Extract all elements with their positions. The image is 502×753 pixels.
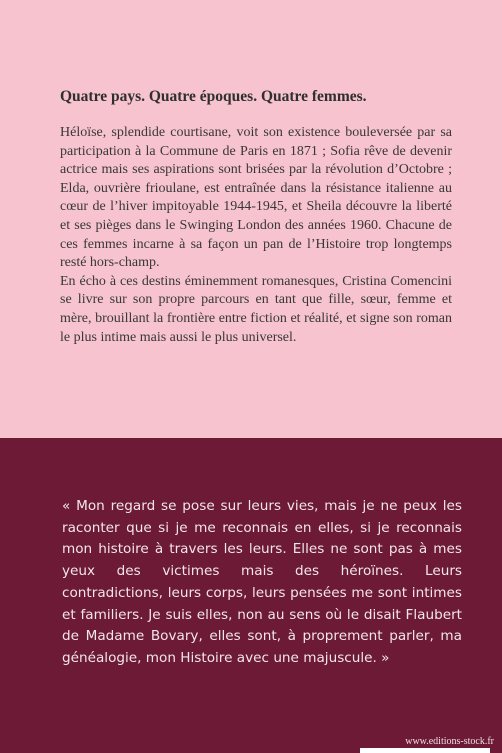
barcode-sticker-edge bbox=[360, 748, 490, 753]
publisher-website: www.editions-stock.fr bbox=[405, 736, 494, 747]
synopsis-paragraph-2: En écho à ces destins éminemment romanesques, Cristina Comencini se livre sur son propre parcours en tant que fille, sœur, femme et mère, brouillant la frontière entre fiction et réalité, et signe son roman le plus intime mais aussi le plus universel. bbox=[60, 273, 452, 345]
author-quote: « Mon regard se pose sur leurs vies, mais je ne peux les raconter que si je me reconnais en elles, si je reconnais mon histoire à travers les leurs. Elles ne sont pas à mes yeux des victimes mais des héroïnes. Leurs contradictions, leurs corps, leurs pensées me sont intimes et familiers. Je suis elles, non au sens où le disait Flaubert de Madame Bovary, elles sont, à proprement parler, ma généalogie, mon Histoire avec une majuscule. » bbox=[62, 498, 462, 666]
headline: Quatre pays. Quatre époques. Quatre femmes. bbox=[60, 88, 367, 105]
synopsis-paragraph-1: Héloïse, splendide courtisane, voit son existence bouleversée par sa participation à la Commune de Paris en 1871 ; Sofia rêve de devenir actrice mais ses aspirations sont brisées par la révolution d’Octobre ; Elda, ouvrière frioulane, est entraînée dans la résistance italienne au cœur de l’hiver impitoyable 1944-1945, et Sheila découvre la liberté et ses pièges dans le Swinging London des années 1960. Chacune de ces femmes incarne à sa façon un pan de l’Histoire trop longtemps resté hors-champ. bbox=[60, 125, 452, 271]
synopsis bbox=[60, 124, 452, 347]
